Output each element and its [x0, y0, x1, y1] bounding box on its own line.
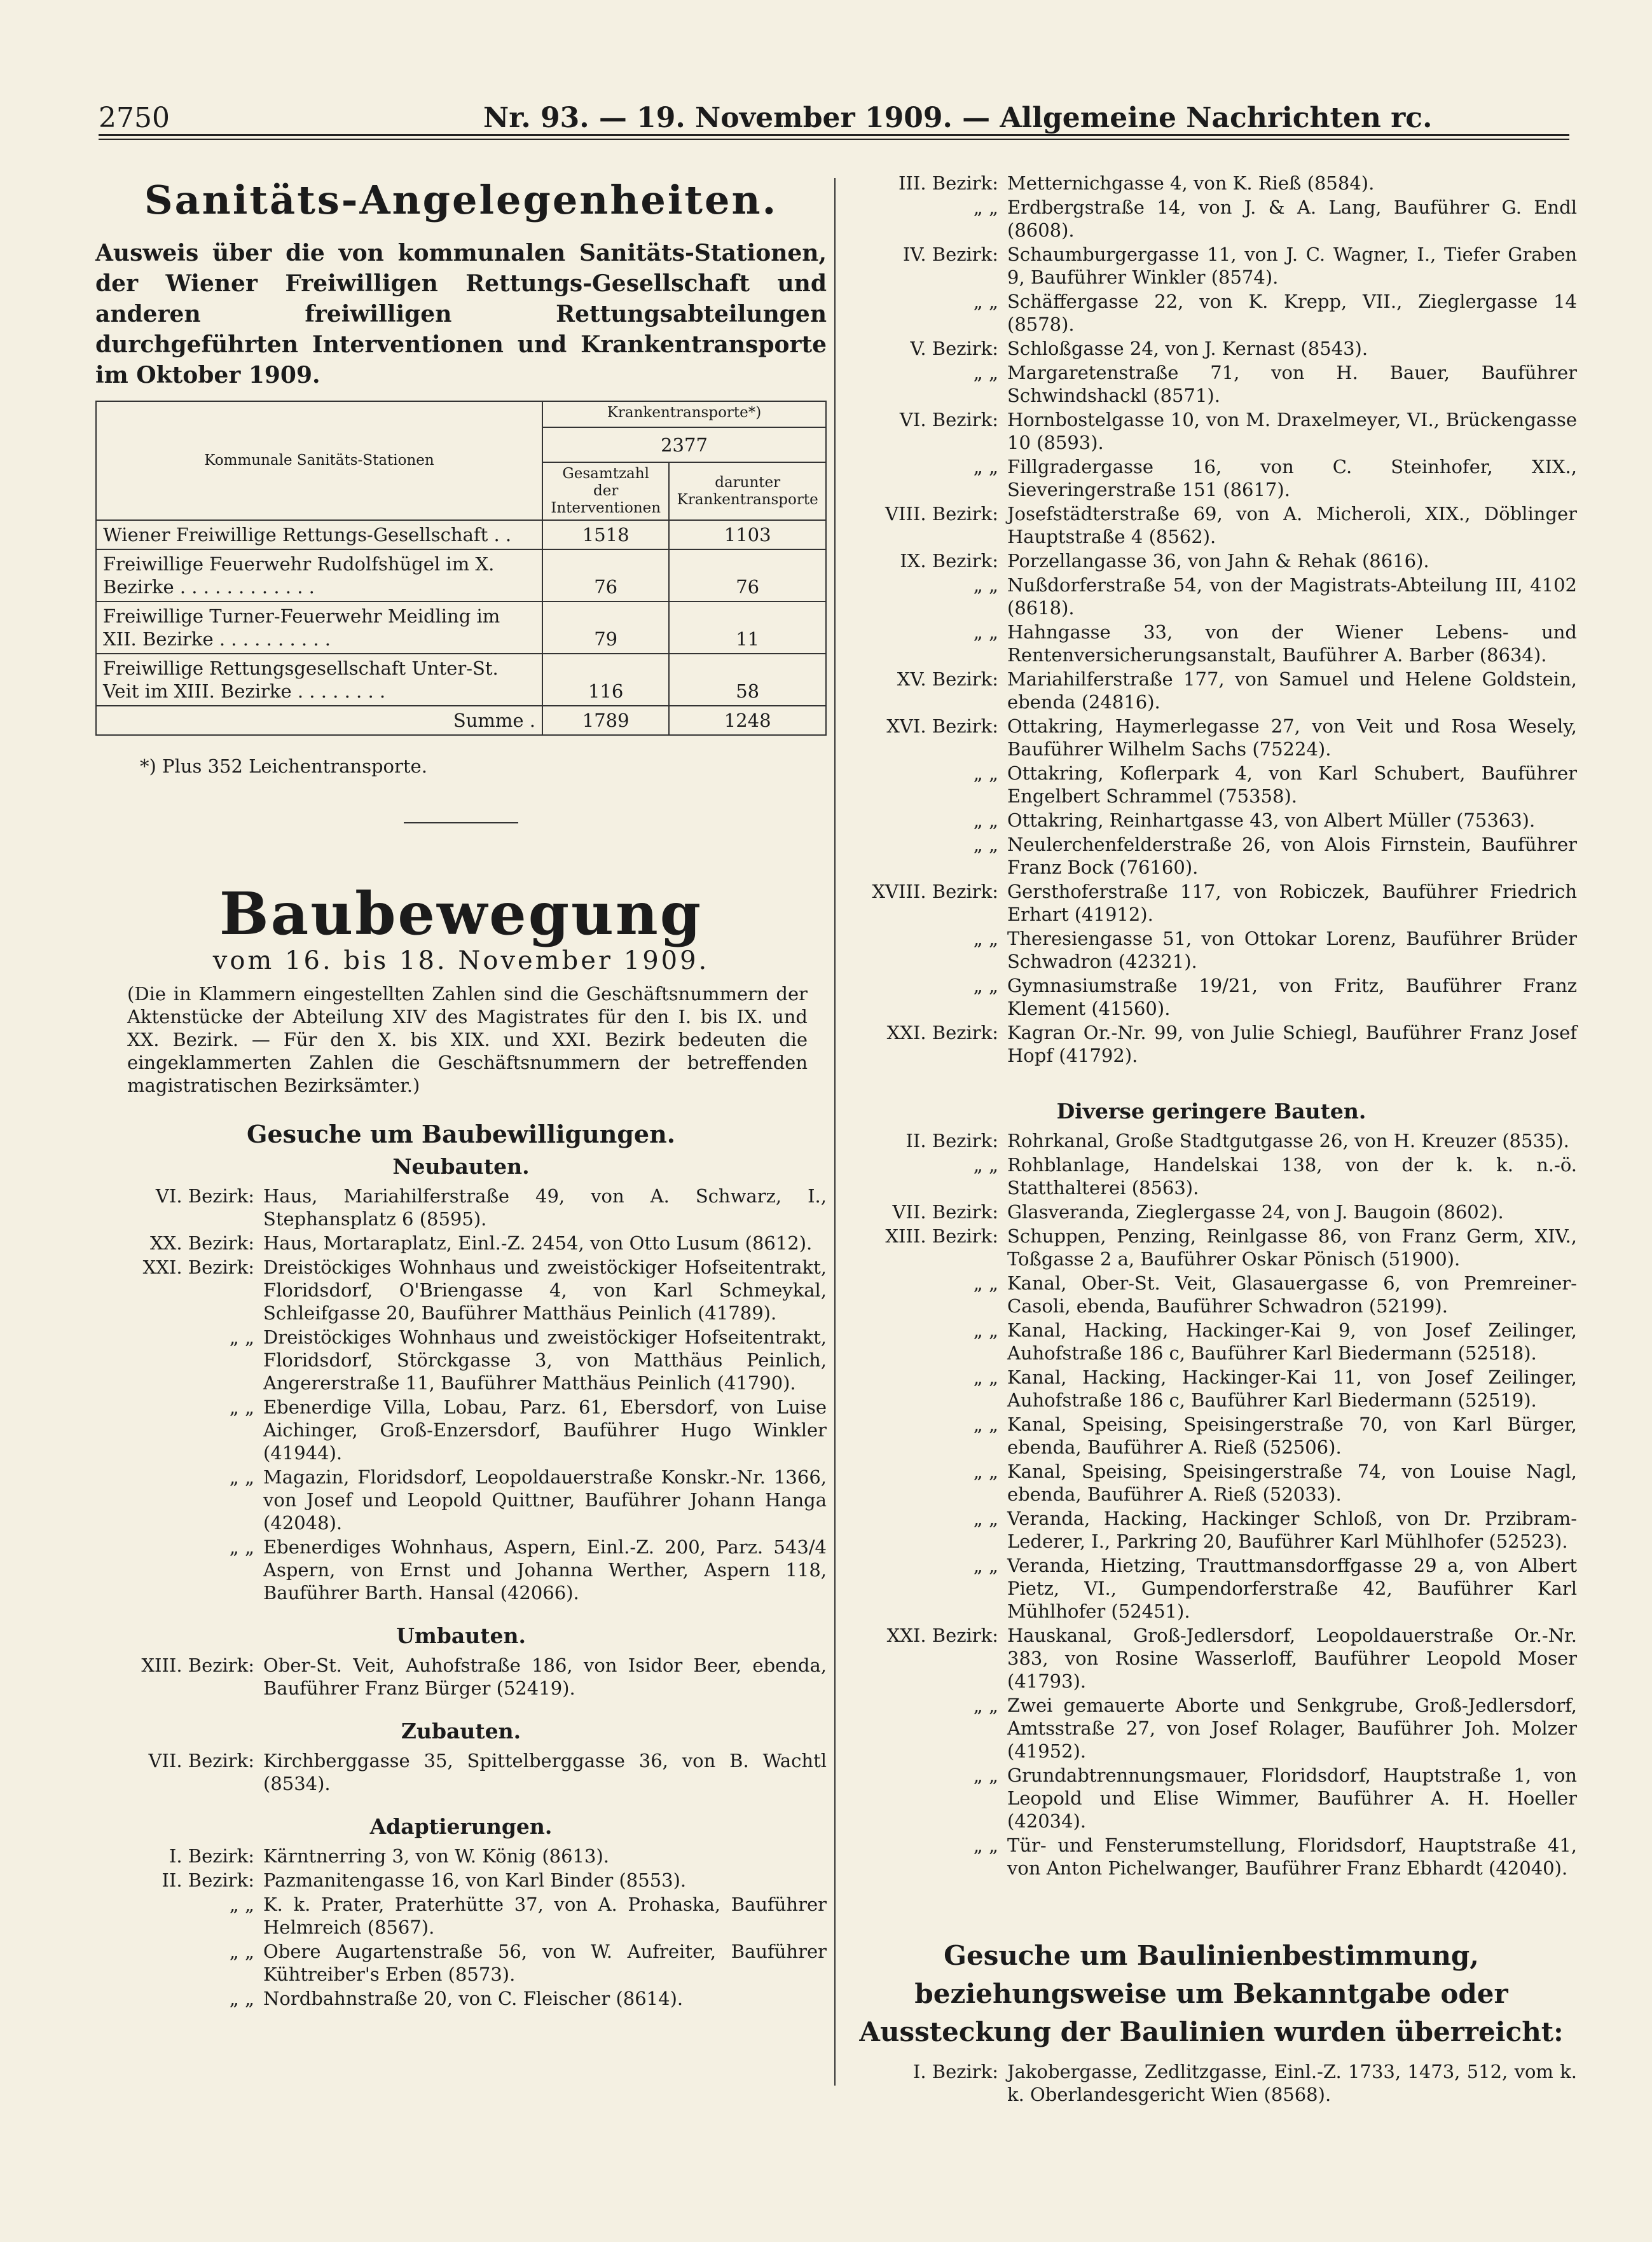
list-item — [846, 502, 1577, 548]
district-label: „ „ — [973, 621, 998, 643]
umbauten-heading: Umbauten. — [396, 1623, 526, 1648]
list-item — [846, 715, 1577, 760]
entry-text: Ebenerdige Villa, Lobau, Parz. 61, Ebersdorf, von Luise Aichinger, Groß-Enzersdorf, Bauführer Hugo Winkler (41944). — [263, 1396, 827, 1464]
entry-text: Neulerchenfelderstraße 26, von Alois Firnstein, Bauführer Franz Bock (76160). — [1007, 834, 1577, 878]
list-item — [846, 1272, 1577, 1317]
district-label: XIII. Bezirk: — [885, 1225, 998, 1247]
list-item — [95, 1749, 827, 1795]
table-row — [96, 549, 826, 602]
list-item — [846, 1554, 1577, 1623]
district-label: „ „ — [973, 762, 998, 784]
entry-text: Glasveranda, Zieglergasse 24, von J. Baugoin (8602). — [1007, 1201, 1504, 1223]
list-item — [846, 1366, 1577, 1412]
district-label: „ „ — [229, 1941, 254, 1962]
district-label: „ „ — [229, 1396, 254, 1418]
section-divider — [404, 822, 518, 823]
station-name: Wiener Freiwillige Rettungs-Gesellschaft . . — [96, 520, 542, 549]
entry-text: Kirchberggasse 35, Spittelberggasse 36, von B. Wachtl (8534). — [263, 1750, 827, 1794]
entry-text: Mariahilferstraße 177, von Samuel und Helene Goldstein, ebenda (24816). — [1007, 668, 1577, 713]
list-item — [846, 1129, 1577, 1152]
baulinien-list — [846, 2060, 1577, 2106]
entry-text: Schaumburgergasse 11, von J. C. Wagner, I., Tiefer Graben 9, Bauführer Winkler (8574). — [1007, 244, 1577, 288]
list-item — [846, 1834, 1577, 1880]
district-label: XV. Bezirk: — [897, 668, 998, 690]
list-item — [846, 1413, 1577, 1459]
district-label: I. Bezirk: — [169, 1845, 254, 1867]
district-label: „ „ — [229, 1894, 254, 1915]
list-item — [846, 172, 1577, 195]
list-item — [846, 762, 1577, 808]
table-row — [96, 654, 826, 706]
district-label: „ „ — [973, 1272, 998, 1294]
district-label: „ „ — [229, 1326, 254, 1348]
baubewegung-title: Baubewegung — [219, 879, 703, 948]
district-label: „ „ — [973, 1834, 998, 1856]
table-row-header: Kommunale Sanitäts-Stationen — [96, 401, 542, 520]
list-item — [846, 1200, 1577, 1223]
transports: 58 — [669, 654, 826, 706]
entry-text: Haus, Mariahilferstraße 49, von A. Schwarz, I., Stephansplatz 6 (8595). — [263, 1185, 827, 1230]
entry-text: Schäffergasse 22, von K. Krepp, VII., Zieglergasse 14 (8578). — [1007, 291, 1577, 335]
list-item — [846, 1153, 1577, 1199]
page-number: 2750 — [99, 102, 170, 134]
sanitaet-subtitle: Ausweis über die von kommunalen Sanitäts-Stationen, der Wiener Freiwilligen Rettungs-Gesellschaft und anderen freiwilligen Rettungsabteilungen durchgeführten Interventionen und Krankentransporte im Oktober 1909. — [95, 240, 827, 389]
list-item — [95, 1940, 827, 1986]
entry-text: Kanal, Ober-St. Veit, Glasauergasse 6, von Premreiner-Casoli, ebenda, Bauführer Schwadron (52199). — [1007, 1272, 1577, 1317]
table-sum-v1: 1789 — [542, 706, 669, 735]
entry-text: Kanal, Hacking, Hackinger-Kai 9, von Josef Zeilinger, Auhofstraße 186 c, Bauführer Karl Biedermann (52518). — [1007, 1319, 1577, 1364]
page-header — [99, 89, 1569, 140]
district-label: II. Bezirk: — [162, 1869, 254, 1891]
district-label: „ „ — [973, 1413, 998, 1435]
list-item — [846, 668, 1577, 713]
list-item — [846, 196, 1577, 242]
list-item — [95, 1326, 827, 1394]
entry-text: Pazmanitengasse 16, von Karl Binder (8553). — [263, 1869, 687, 1891]
list-item — [846, 290, 1577, 336]
entry-text: Ebenerdiges Wohnhaus, Aspern, Einl.-Z. 200, Parz. 543/4 Aspern, von Ernst und Johanna Werther, Aspern 118, Bauführer Barth. Hansal (42066). — [263, 1536, 827, 1604]
entry-text: Magazin, Floridsdorf, Leopoldauerstraße Konskr.-Nr. 1366, von Josef und Leopold Quittner, Bauführer Johann Hanga (42048). — [263, 1466, 827, 1534]
district-label: „ „ — [973, 196, 998, 218]
entry-text: Hornbostelgasse 10, von M. Draxelmeyer, VI., Brückengasse 10 (8593). — [1007, 409, 1577, 453]
list-item — [846, 621, 1577, 666]
entry-text: K. k. Prater, Praterhütte 37, von A. Prohaska, Bauführer Helmreich (8567). — [263, 1894, 827, 1938]
entry-text: Ottakring, Haymerlegasse 27, von Veit und Rosa Wesely, Bauführer Wilhelm Sachs (75224). — [1007, 715, 1577, 760]
list-item — [846, 1225, 1577, 1270]
header-rule — [99, 134, 1569, 140]
district-label: „ „ — [973, 456, 998, 478]
list-item — [846, 880, 1577, 926]
table-sum-label: Summe . — [96, 706, 542, 735]
station-name: Freiwillige Feuerwehr Rudolfshügel im X. Bezirke . . . . . . . . . . . . — [96, 549, 542, 602]
district-label: XIII. Bezirk: — [141, 1654, 254, 1676]
entry-text: Josefstädterstraße 69, von A. Micheroli, XIX., Döblinger Hauptstraße 4 (8562). — [1007, 503, 1577, 547]
entry-text: Haus, Mortaraplatz, Einl.-Z. 2454, von Otto Lusum (8612). — [263, 1232, 813, 1254]
list-item — [95, 1869, 827, 1892]
district-label: XXI. Bezirk: — [142, 1256, 254, 1278]
entry-text: Zwei gemauerte Aborte und Senkgrube, Groß-Jedlersdorf, Amtsstraße 27, von Josef Rolager, Bauführer Joh. Molzer (41952). — [1007, 1695, 1577, 1762]
entry-text: Kanal, Speising, Speisingerstraße 70, von Karl Bürger, ebenda, Bauführer A. Rieß (52506). — [1007, 1413, 1577, 1458]
entry-text: Ottakring, Reinhartgasse 43, von Albert Müller (75363). — [1007, 809, 1536, 831]
diverse-heading: Diverse geringere Bauten. — [1056, 1099, 1366, 1124]
adaptierungen-list — [95, 1845, 827, 2010]
transports: 11 — [669, 602, 826, 654]
entry-text: Kanal, Speising, Speisingerstraße 74, von Louise Nagl, ebenda, Bauführer A. Rieß (52033). — [1007, 1461, 1577, 1505]
list-item — [95, 1396, 827, 1464]
entry-text: Rohblanlage, Handelskai 138, von der k. k. n.-ö. Statthalterei (8563). — [1007, 1154, 1577, 1199]
sanitaet-table — [95, 401, 827, 736]
list-item — [846, 574, 1577, 619]
district-label: IV. Bezirk: — [903, 244, 998, 265]
entry-text: Nußdorferstraße 54, von der Magistrats-Abteilung III, 4102 (8618). — [1007, 574, 1577, 619]
district-label: XVI. Bezirk: — [886, 715, 998, 737]
district-label: „ „ — [973, 1695, 998, 1716]
entry-text: Tür- und Fensterumstellung, Floridsdorf, Hauptstraße 41, von Anton Pichelwanger, Bauführer Franz Ebhardt (42040). — [1007, 1834, 1577, 1879]
entry-text: Gersthoferstraße 117, von Robiczek, Bauführer Friedrich Erhart (41912). — [1007, 881, 1577, 925]
district-label: „ „ — [229, 1536, 254, 1558]
interventions: 76 — [542, 549, 669, 602]
entry-text: Ottakring, Koflerpark 4, von Karl Schubert, Bauführer Engelbert Schrammel (75358). — [1007, 762, 1577, 807]
entry-text: Kagran Or.-Nr. 99, von Julie Schiegl, Bauführer Franz Josef Hopf (41792). — [1007, 1022, 1577, 1066]
list-item — [846, 1319, 1577, 1365]
district-label: „ „ — [973, 928, 998, 949]
list-item — [846, 243, 1577, 289]
entry-text: Rohrkanal, Große Stadtgutgasse 26, von H. Kreuzer (8535). — [1007, 1130, 1569, 1152]
district-label: „ „ — [229, 1988, 254, 2009]
list-item — [846, 455, 1577, 501]
entry-text: Hauskanal, Groß-Jedlersdorf, Leopoldauerstraße Or.-Nr. 383, von Rosine Wasserloff, Bauführer Leopold Moser (41793). — [1007, 1625, 1577, 1692]
list-item — [846, 927, 1577, 973]
diverse-list — [846, 1129, 1577, 1880]
district-label: V. Bezirk: — [910, 338, 998, 359]
list-item — [95, 1185, 827, 1230]
district-label: XX. Bezirk: — [150, 1232, 254, 1254]
table-sum-v2: 1248 — [669, 706, 826, 735]
interventions: 116 — [542, 654, 669, 706]
umbauten-list — [95, 1654, 827, 1700]
district-label: II. Bezirk: — [905, 1130, 998, 1152]
list-item — [95, 1893, 827, 1939]
list-item — [846, 1764, 1577, 1833]
district-label: „ „ — [973, 362, 998, 383]
district-label: „ „ — [973, 834, 998, 855]
entry-text: Kanal, Hacking, Hackinger-Kai 11, von Josef Zeilinger, Auhofstraße 186 c, Bauführer Karl Biedermann (52519). — [1007, 1366, 1577, 1411]
list-item — [95, 1232, 827, 1255]
list-item — [846, 1460, 1577, 1506]
entry-text: Schuppen, Penzing, Reinlgasse 86, von Franz Germ, XIV., Toßgasse 2 a, Bauführer Oskar Pönisch (51900). — [1007, 1225, 1577, 1270]
entry-text: Erdbergstraße 14, von J. & A. Lang, Bauführer G. Endl (8608). — [1007, 196, 1577, 241]
district-label: „ „ — [973, 1508, 998, 1529]
list-item — [846, 361, 1577, 407]
entry-text: Hahngasse 33, von der Wiener Lebens- und Rentenversicherungsanstalt, Bauführer A. Barber (8634). — [1007, 621, 1577, 666]
district-label: „ „ — [973, 809, 998, 831]
entry-text: Margaretenstraße 71, von H. Bauer, Bauführer Schwindshackl (8571). — [1007, 362, 1577, 406]
table-row — [96, 520, 826, 549]
column-divider — [834, 178, 836, 2086]
district-label: XXI. Bezirk: — [886, 1022, 998, 1043]
list-item — [846, 1507, 1577, 1553]
district-label: I. Bezirk: — [912, 2061, 998, 2082]
district-label: VII. Bezirk: — [148, 1750, 254, 1771]
district-label: VI. Bezirk: — [155, 1185, 254, 1207]
entry-text: Veranda, Hietzing, Trauttmansdorffgasse 29 a, von Albert Pietz, VI., Gumpendorferstraße 42, Bauführer Karl Mühlhofer (52451). — [1007, 1555, 1577, 1622]
district-label: „ „ — [229, 1466, 254, 1488]
interventions: 79 — [542, 602, 669, 654]
list-item — [95, 1845, 827, 1867]
district-label: VI. Bezirk: — [899, 409, 998, 430]
list-item — [846, 1694, 1577, 1763]
entry-text: Dreistöckiges Wohnhaus und zweistöckiger Hofseitentrakt, Floridsdorf, O'Briengasse 4, von Karl Schmeykal, Schleifgasse 20, Bauführer Matthäus Peinlich (41789). — [263, 1256, 827, 1324]
entry-text: Schloßgasse 24, von J. Kernast (8543). — [1007, 338, 1368, 359]
zubauten-list — [95, 1749, 827, 1795]
entry-text: Porzellangasse 36, von Jahn & Rehak (8616). — [1007, 550, 1429, 572]
district-label: „ „ — [973, 1764, 998, 1786]
entry-text: Metternichgasse 4, von K. Rieß (8584). — [1007, 172, 1375, 194]
transports: 76 — [669, 549, 826, 602]
right-column — [846, 172, 1577, 2107]
station-name: Freiwillige Turner-Feuerwehr Meidling im XII. Bezirke . . . . . . . . . . — [96, 602, 542, 654]
entry-text: Veranda, Hacking, Hackinger Schloß, von Dr. Przibram-Lederer, I., Parkring 20, Bauführer Karl Mühlhofer (52523). — [1007, 1508, 1577, 1552]
station-name: Freiwillige Rettungsgesellschaft Unter-St. Veit im XIII. Bezirke . . . . . . . . — [96, 654, 542, 706]
list-item — [95, 1987, 827, 2010]
transports: 1103 — [669, 520, 826, 549]
neubauten-list — [95, 1185, 827, 1604]
table-row — [96, 602, 826, 654]
list-item — [846, 1624, 1577, 1693]
entry-text: Theresiengasse 51, von Ottokar Lorenz, Bauführer Brüder Schwadron (42321). — [1007, 928, 1577, 972]
district-label: „ „ — [973, 1461, 998, 1482]
interventions: 1518 — [542, 520, 669, 549]
district-label: XXI. Bezirk: — [886, 1625, 998, 1646]
list-item — [846, 809, 1577, 832]
list-item — [846, 2060, 1577, 2106]
district-label: „ „ — [973, 1154, 998, 1176]
table-group-value: 2377 — [661, 434, 708, 456]
baulinien-heading: Gesuche um Baulinienbestimmung, beziehungsweise um Bekanntgabe oder Aussteckung der Baulinien wurden überreicht: — [859, 1940, 1564, 2047]
district-label: „ „ — [973, 1366, 998, 1388]
neubauten-heading: Neubauten. — [392, 1154, 530, 1179]
district-label: IX. Bezirk: — [900, 550, 998, 572]
list-item — [846, 833, 1577, 879]
entry-text: Nordbahnstraße 20, von C. Fleischer (8614). — [263, 1988, 684, 2009]
left-column — [95, 172, 827, 2011]
adaptierungen-heading: Adaptierungen. — [369, 1814, 553, 1839]
district-label: VIII. Bezirk: — [885, 503, 998, 525]
entry-text: Obere Augartenstraße 56, von W. Aufreiter, Bauführer Kühtreiber's Erben (8573). — [263, 1941, 827, 1985]
district-label: „ „ — [973, 975, 998, 996]
list-item — [95, 1654, 827, 1700]
list-item — [846, 1021, 1577, 1067]
district-label: XVIII. Bezirk: — [872, 881, 998, 902]
list-item — [95, 1466, 827, 1534]
zubauten-heading: Zubauten. — [401, 1719, 521, 1743]
entry-text: Kärntnerring 3, von W. König (8613). — [263, 1845, 609, 1867]
baubewegung-date: vom 16. bis 18. November 1909. — [212, 946, 710, 975]
table-group-header: Krankentransporte*) 2377 — [542, 401, 826, 462]
sanitaet-title: Sanitäts-Angelegenheiten. — [144, 177, 778, 223]
list-item — [95, 1256, 827, 1324]
gesuche-heading: Gesuche um Baubewilligungen. — [247, 1120, 675, 1148]
entry-text: Jakobergasse, Zedlitzgasse, Einl.-Z. 1733, 1473, 512, vom k. k. Oberlandesgericht Wien (8568). — [1007, 2061, 1577, 2105]
table-col2-header: darunter Krankentransporte — [669, 462, 826, 520]
baubewegung-note: (Die in Klammern eingestellten Zahlen sind die Geschäftsnummern der Aktenstücke der Abteilung XIV des Magistrates für den I. bis IX. und XX. Bezirk. — Für den X. bis XIX. und XXI. Bezirk bedeuten die eingeklammerten Zahlen die Geschäftsnummern der betreffenden magistratischen Bezirksämter.) — [127, 983, 808, 1096]
table-col1-header: Gesamtzahl der Interventionen — [542, 462, 669, 520]
entry-text: Fillgradergasse 16, von C. Steinhofer, XIX., Sieveringerstraße 151 (8617). — [1007, 456, 1577, 500]
entry-text: Grundabtrennungsmauer, Floridsdorf, Hauptstraße 1, von Leopold und Elise Wimmer, Bauführer A. H. Hoeller (42034). — [1007, 1764, 1577, 1832]
district-label: „ „ — [973, 574, 998, 596]
entry-text: Gymnasiumstraße 19/21, von Fritz, Bauführer Franz Klement (41560). — [1007, 975, 1577, 1019]
list-item — [846, 408, 1577, 454]
adaptierungen-cont-list — [846, 172, 1577, 1067]
district-label: „ „ — [973, 1319, 998, 1341]
district-label: VII. Bezirk: — [892, 1201, 998, 1223]
entry-text: Ober-St. Veit, Auhofstraße 186, von Isidor Beer, ebenda, Bauführer Franz Bürger (52419). — [263, 1654, 827, 1699]
list-item — [95, 1536, 827, 1604]
district-label: „ „ — [973, 291, 998, 312]
list-item — [846, 337, 1577, 360]
entry-text: Dreistöckiges Wohnhaus und zweistöckiger Hofseitentrakt, Floridsdorf, Störckgasse 3, von Matthäus Peinlich, Angererstraße 11, Bauführer Matthäus Peinlich (41790). — [263, 1326, 827, 1394]
district-label: III. Bezirk: — [898, 172, 998, 194]
table-footnote: *) Plus 352 Leichentransporte. — [140, 755, 427, 777]
district-label: „ „ — [973, 1555, 998, 1576]
running-title: Nr. 93. — 19. November 1909. — Allgemeine Nachrichten rc. — [483, 102, 1433, 134]
list-item — [846, 974, 1577, 1020]
list-item — [846, 549, 1577, 572]
